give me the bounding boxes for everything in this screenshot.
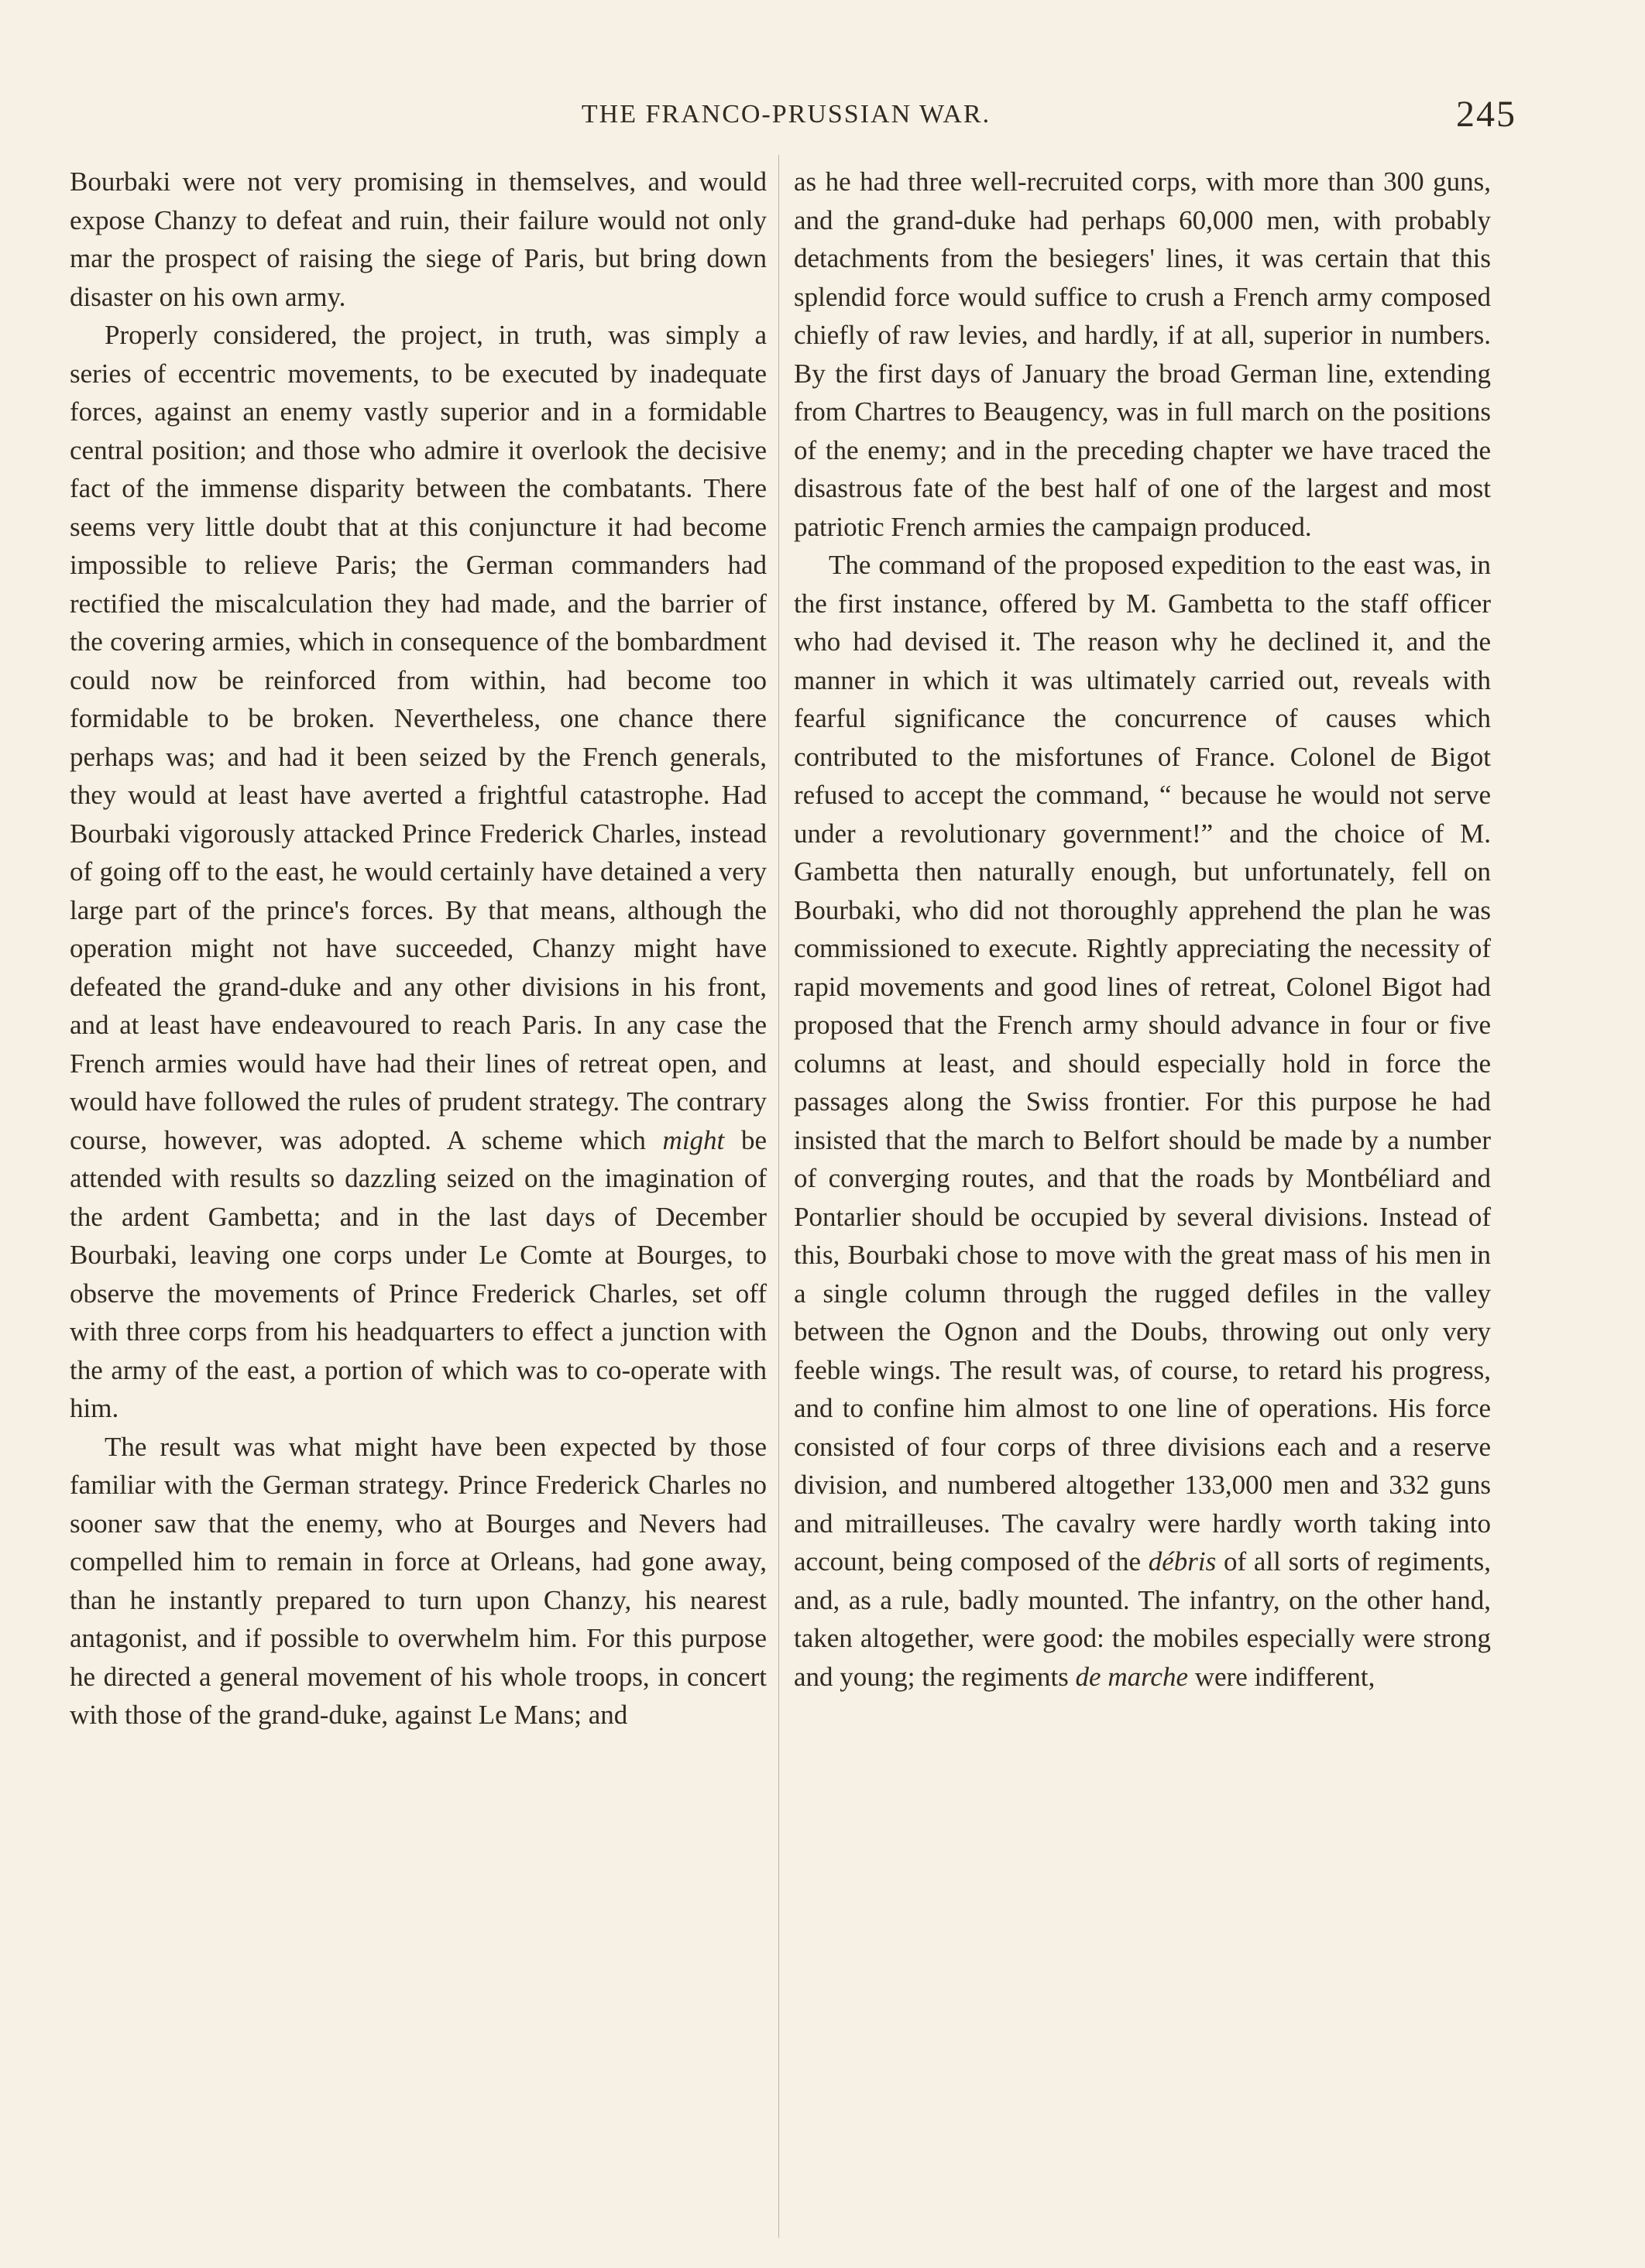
running-head: [70, 91, 1516, 138]
paragraph-continued: [794, 163, 1491, 546]
paragraph: [794, 546, 1491, 1696]
emphasis: de marche: [1075, 1661, 1188, 1692]
page-number: 245: [1456, 94, 1516, 135]
emphasis: débris: [1148, 1546, 1217, 1577]
paragraph-continued: [70, 163, 767, 316]
running-title: THE FRANCO-PRUSSIAN WAR.: [581, 100, 991, 129]
paragraph-text: were indifferent,: [1194, 1661, 1375, 1692]
paragraph-text: Properly considered, the project, in truth, was simply a series of eccentric movements, to be executed by inadequate forces, against an enemy vastly superior and in a formidable central position; and those who admire it overlook the decisive fact of the immense disparity between the combatants. There seems very little doubt that at this conjuncture it had become impossible to relieve Paris; the German commanders had rectified the miscalculation they had made, and the barrier of the covering armies, which in consequence of the bombardment could now be reinforced from within, had become too formidable to be broken. Nevertheless, one chance there perhaps was; and had it been seized by the French generals, they would at least have averted a frightful catastrophe. Had Bourbaki vigorously attacked Prince Frederick Charles, instead of going off to the east, he would certainly have detained a very large part of the prince's forces. By that means, although the operation might not have succeeded, Chanzy might have defeated the grand-duke and any other divisions in his front, and at least have endeavoured to reach Paris. In any case the French armies would have had their lines of retreat open, and would have followed the rules of prudent strategy. The contrary course, however, was adopted. A scheme which: [70, 320, 767, 1155]
right-column: [794, 163, 1491, 1696]
paragraph-text: The command of the proposed expedition to the east was, in the first instance, offered by M. Gambetta to the staff officer who had devised it. The reason why he declined it, and the manner in which it was ultimately carried out, reveals with fearful significance the concurrence of causes which contributed to the misfortunes of France. Colonel de Bigot refused to accept the command, “ because he would not serve under a revolutionary government!” and the choice of M. Gambetta then naturally enough, but unfortunately, fell on Bourbaki, who did not thoroughly apprehend the plan he was commissioned to execute. Rightly appreciating the necessity of rapid movements and good lines of retreat, Colonel Bigot had proposed that the French army should advance in four or five columns at least, and should especially hold in force the passages along the Swiss frontier. For this purpose he had insisted that the march to Belfort should be made by a number of converging routes, and that the roads by Montbéliard and Pontarlier should be occupied by several divisions. Instead of this, Bourbaki chose to move with the great mass of his men in a single column through the rugged defiles in the valley between the Ognon and the Doubs, throwing out only very feeble wings. The result was, of course, to retard his progress, and to confine him almost to one line of operations. His force consisted of four corps of three divisions each and a reserve division, and numbered altogether 133,000 men and 332 guns and mitrailleuses. The cavalry were hardly worth taking into account, being composed of the: [794, 550, 1491, 1577]
paragraph: [70, 316, 767, 1428]
column-divider: [778, 155, 779, 2238]
emphasis: might: [662, 1124, 725, 1155]
paragraph: [70, 1428, 767, 1734]
paragraph-text: Bourbaki were not very promising in themselves, and would expose Chanzy to defeat and ruin, their failure would not only mar the prospect of raising the siege of Paris, but bring down disaster on his own army.: [70, 166, 767, 312]
left-column: [70, 163, 767, 1734]
paragraph-text: of all sorts of regiments, and, as a rule, badly mounted. The infantry, on the other hand, taken altogether, were good: the mobiles especially were strong and young; the regiments: [794, 1546, 1492, 1692]
paragraph-text: The result was what might have been expected by those familiar with the German strategy. Prince Frederick Charles no sooner saw that the enemy, who at Bourges and Nevers had compelled him to remain in force at Orleans, had gone away, than he instantly prepared to turn upon Chanzy, his nearest antagonist, and if possible to overwhelm him. For this purpose he directed a general movement of his whole troops, in concert with those of the grand-duke, against Le Mans; and: [70, 1431, 767, 1730]
paragraph-text: be attended with results so dazzling seized on the imagination of the ardent Gambetta; and in the last days of December Bourbaki, leaving one corps under Le Comte at Bourges, to observe the movements of Prince Frederick Charles, set off with three corps from his headquarters to effect a junction with the army of the east, a portion of which was to co-operate with him.: [70, 1124, 768, 1423]
paragraph-text: as he had three well-recruited corps, with more than 300 guns, and the grand-duke had perhaps 60,000 men, with probably detachments from the besiegers' lines, it was certain that this splendid force would suffice to crush a French army composed chiefly of raw levies, and hardly, if at all, superior in numbers. By the first days of January the broad German line, extending from Chartres to Beaugency, was in full march on the positions of the enemy; and in the preceding chapter we have traced the disastrous fate of the best half of one of the largest and most patriotic French armies the campaign produced.: [794, 166, 1491, 542]
